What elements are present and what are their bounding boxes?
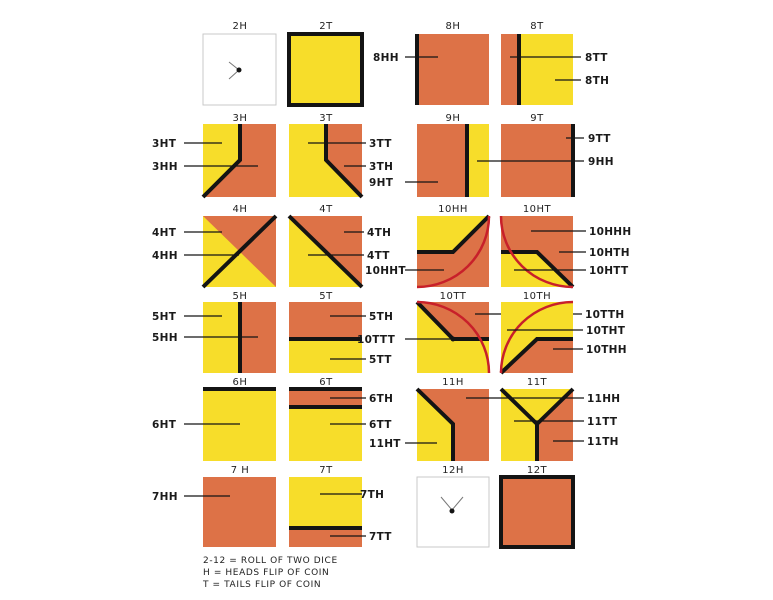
tile-8T — [501, 21, 609, 105]
label-6TH: 6TH — [369, 393, 394, 405]
label-3TH: 3TH — [369, 161, 394, 173]
label-10HTT: 10HTT — [589, 265, 629, 277]
tile-2H — [203, 21, 276, 105]
label-10HHT: 10HHT — [365, 265, 406, 277]
label-8TH: 8TH — [585, 75, 610, 87]
tile-title-10HH: 10HH — [438, 204, 468, 215]
label-4HH: 4HH — [152, 250, 178, 262]
tile-title-10TT: 10TT — [439, 291, 467, 302]
label-10HHH: 10HHH — [589, 226, 632, 238]
label-9TT: 9TT — [588, 133, 611, 145]
label-11HH: 11HH — [587, 393, 621, 405]
tile-9T — [477, 113, 614, 197]
label-6TT: 6TT — [369, 419, 392, 431]
label-4TH: 4TH — [367, 227, 392, 239]
tile-title-8H: 8H — [445, 21, 461, 32]
tile-title-5H: 5H — [232, 291, 248, 302]
label-10THH: 10THH — [586, 344, 627, 356]
tile-title-5T: 5T — [319, 291, 333, 302]
tile-5H — [152, 291, 276, 373]
tile-title-7T: 7T — [319, 465, 333, 476]
tile-7T — [289, 465, 392, 547]
label-11TT: 11TT — [587, 416, 618, 428]
tile-title-2T: 2T — [319, 21, 333, 32]
tile-4H — [152, 204, 276, 287]
tile-9H — [369, 113, 489, 197]
tile-title-12H: 12H — [442, 465, 464, 476]
label-3HH: 3HH — [152, 161, 178, 173]
tile-11T — [466, 377, 620, 461]
tile-title-11T: 11T — [526, 377, 548, 388]
tile-7H — [152, 465, 276, 547]
tile-title-7H: 7 H — [230, 465, 250, 476]
tile-title-3H: 3H — [232, 113, 248, 124]
label-8TT: 8TT — [585, 52, 608, 64]
tile-title-4H: 4H — [232, 204, 248, 215]
tile-title-4T: 4T — [319, 204, 333, 215]
label-3HT: 3HT — [152, 138, 177, 150]
tile-10HH — [365, 204, 489, 287]
tile-title-10TH: 10TH — [522, 291, 552, 302]
tile-title-9T: 9T — [530, 113, 544, 124]
tile-5T — [289, 291, 393, 373]
label-10TTT: 10TTT — [357, 334, 396, 346]
tile-title-10HT: 10HT — [522, 204, 552, 215]
label-5HH: 5HH — [152, 332, 178, 344]
label-5TH: 5TH — [369, 311, 394, 323]
label-10HTH: 10HTH — [589, 247, 630, 259]
tile-10TH — [501, 291, 627, 373]
tile-8H — [373, 21, 489, 105]
tile-title-9H: 9H — [445, 113, 461, 124]
label-5HT: 5HT — [152, 311, 177, 323]
label-10TTH: 10TTH — [585, 309, 625, 321]
tile-12H — [417, 465, 489, 547]
tile-title-3T: 3T — [319, 113, 333, 124]
label-4TT: 4TT — [367, 250, 390, 262]
label-7TH: 7TH — [360, 489, 385, 501]
tile-2T — [289, 21, 362, 105]
label-7TT: 7TT — [369, 531, 392, 543]
tile-3H — [152, 113, 276, 197]
label-3TT: 3TT — [369, 138, 392, 150]
tile-6H — [152, 377, 276, 461]
tile-title-12T: 12T — [526, 465, 548, 476]
tile-12T — [501, 465, 573, 547]
tile-10HT — [501, 204, 631, 287]
label-11TH: 11TH — [587, 436, 619, 448]
tile-title-6H: 6H — [232, 377, 248, 388]
label-9HH: 9HH — [588, 156, 614, 168]
label-7HH: 7HH — [152, 491, 178, 503]
legend-line-2: H = HEADS FLIP OF COIN — [203, 568, 330, 578]
tile-10TT — [357, 291, 624, 373]
legend — [202, 556, 338, 590]
tile-title-2H: 2H — [232, 21, 248, 32]
label-10THT: 10THT — [586, 325, 626, 337]
legend-line-1: 2-12 = ROLL OF TWO DICE — [203, 556, 338, 566]
tile-title-11H: 11H — [442, 377, 464, 388]
tile-title-6T: 6T — [319, 377, 333, 388]
label-11HT: 11HT — [369, 438, 401, 450]
label-4HT: 4HT — [152, 227, 177, 239]
label-6HT: 6HT — [152, 419, 177, 431]
tile-title-8T: 8T — [530, 21, 544, 32]
label-5TT: 5TT — [369, 354, 392, 366]
label-8HH: 8HH — [373, 52, 399, 64]
legend-line-3: T = TAILS FLIP OF COIN — [203, 580, 322, 590]
label-9HT: 9HT — [369, 177, 394, 189]
